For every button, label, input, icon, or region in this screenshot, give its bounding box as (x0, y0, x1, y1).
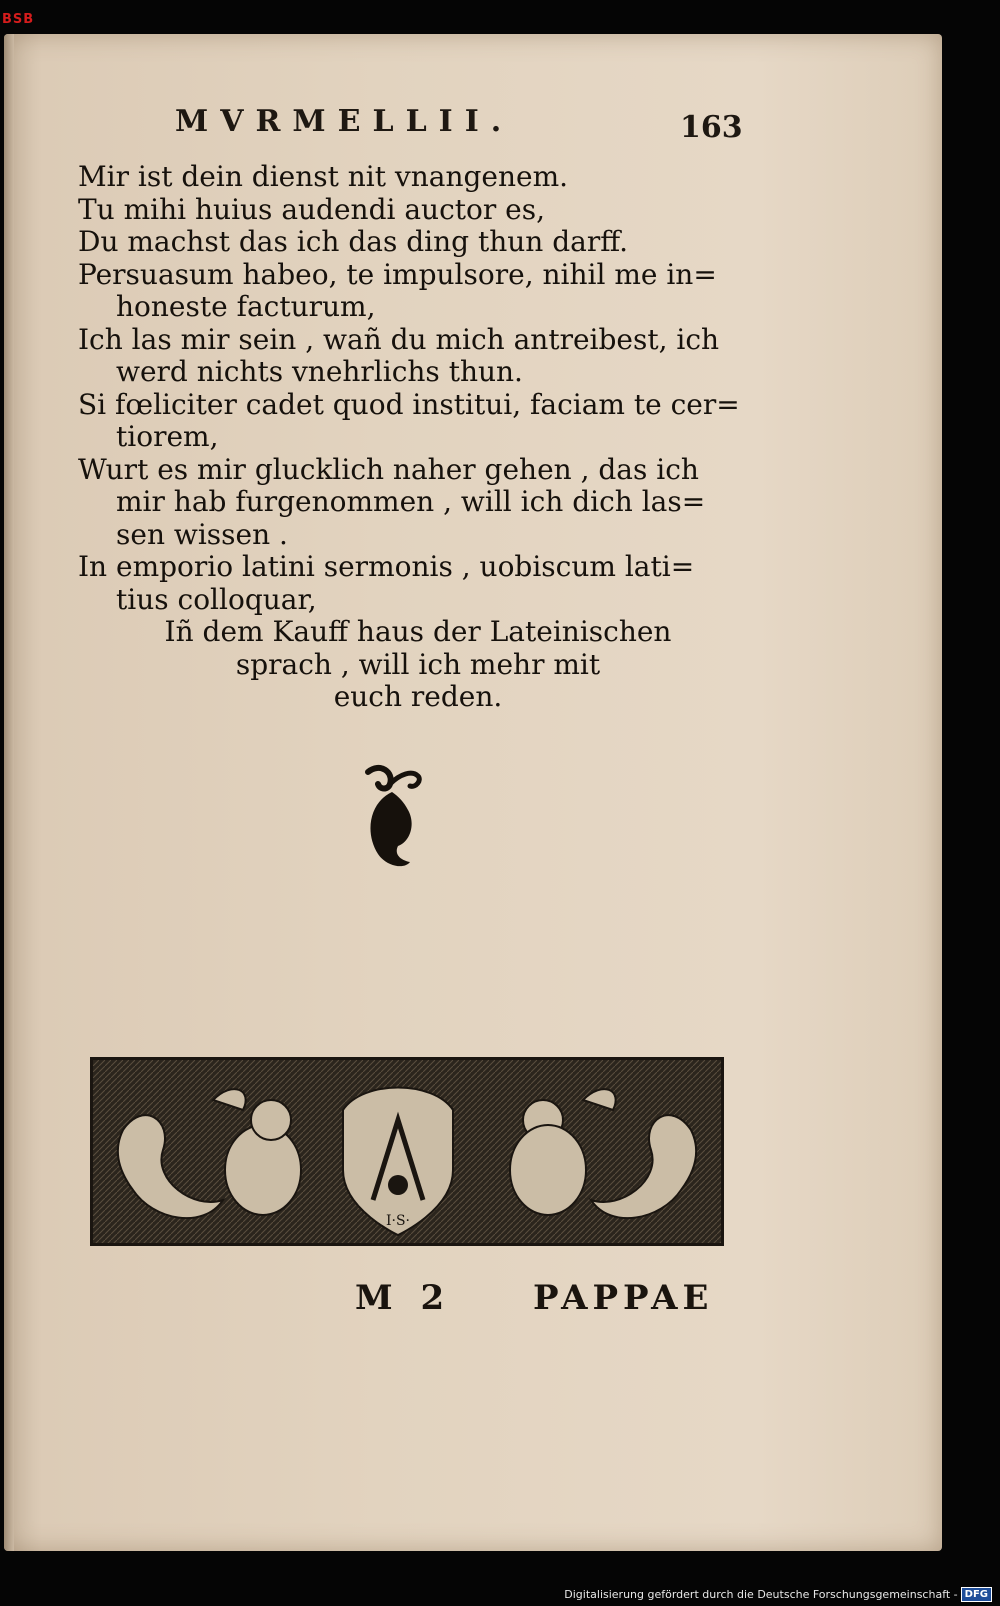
text-line: tiorem, (116, 420, 219, 453)
page-edge (4, 34, 14, 1551)
running-head: MVRMELLII. (175, 104, 514, 139)
catchword: PAPPAE (533, 1278, 714, 1318)
text-line: honeste facturum, (116, 290, 376, 323)
woodcut-ornament-icon (93, 1060, 721, 1243)
text-block (78, 161, 758, 714)
text-line: Du machst das ich das ding thun darff. (78, 225, 628, 258)
text-line: tius colloquar, (116, 582, 317, 616)
hedera-leaf-icon (360, 762, 430, 882)
paragraph-1 (78, 161, 758, 194)
paragraph-4 (78, 259, 758, 324)
text-line: werd nichts vnehrlichs thun. (116, 355, 523, 388)
text-line: In emporio latini sermonis , uobiscum lati= (78, 550, 695, 583)
page-number: 163 (680, 110, 743, 145)
paragraph-6 (78, 389, 758, 454)
text-line: euch reden. (333, 680, 503, 713)
text-line: Tu mihi huius audendi auctor es, (78, 192, 546, 226)
text-line: Si fœliciter cadet quod institui, faciam te cer= (78, 387, 740, 421)
bsb-logo: BSB (2, 12, 35, 27)
paragraph-7 (78, 454, 758, 552)
paragraph-8 (78, 551, 758, 616)
text-line: Ich las mir sein , wañ du mich antreibest, ich (78, 322, 720, 356)
shield-initials: I·S· (385, 1213, 411, 1229)
signature-mark: M 2 (355, 1278, 453, 1318)
paragraph-5 (78, 324, 758, 389)
paragraph-9 (118, 616, 718, 714)
text-line: sprach , will ich mehr mit (235, 647, 601, 681)
footer-credit (564, 1587, 992, 1602)
woodcut-ornament (90, 1057, 724, 1246)
dfg-logo: DFG (961, 1587, 992, 1602)
text-line: Iñ dem Kauff haus der Lateinischen (164, 615, 672, 648)
text-line: Persuasum habeo, te impulsore, nihil me in= (78, 257, 717, 291)
text-line: mir hab furgenommen , will ich dich las= (116, 485, 706, 518)
paragraph-3 (78, 226, 758, 259)
text-line: Wurt es mir glucklich naher gehen , das ich (78, 452, 699, 486)
footer-text: Digitalisierung gefördert durch die Deutsche Forschungsgemeinschaft - (564, 1588, 958, 1601)
paragraph-2 (78, 194, 758, 227)
text-line: sen wissen . (116, 517, 288, 551)
text-line: Mir ist dein dienst nit vnangenem. (78, 160, 569, 193)
